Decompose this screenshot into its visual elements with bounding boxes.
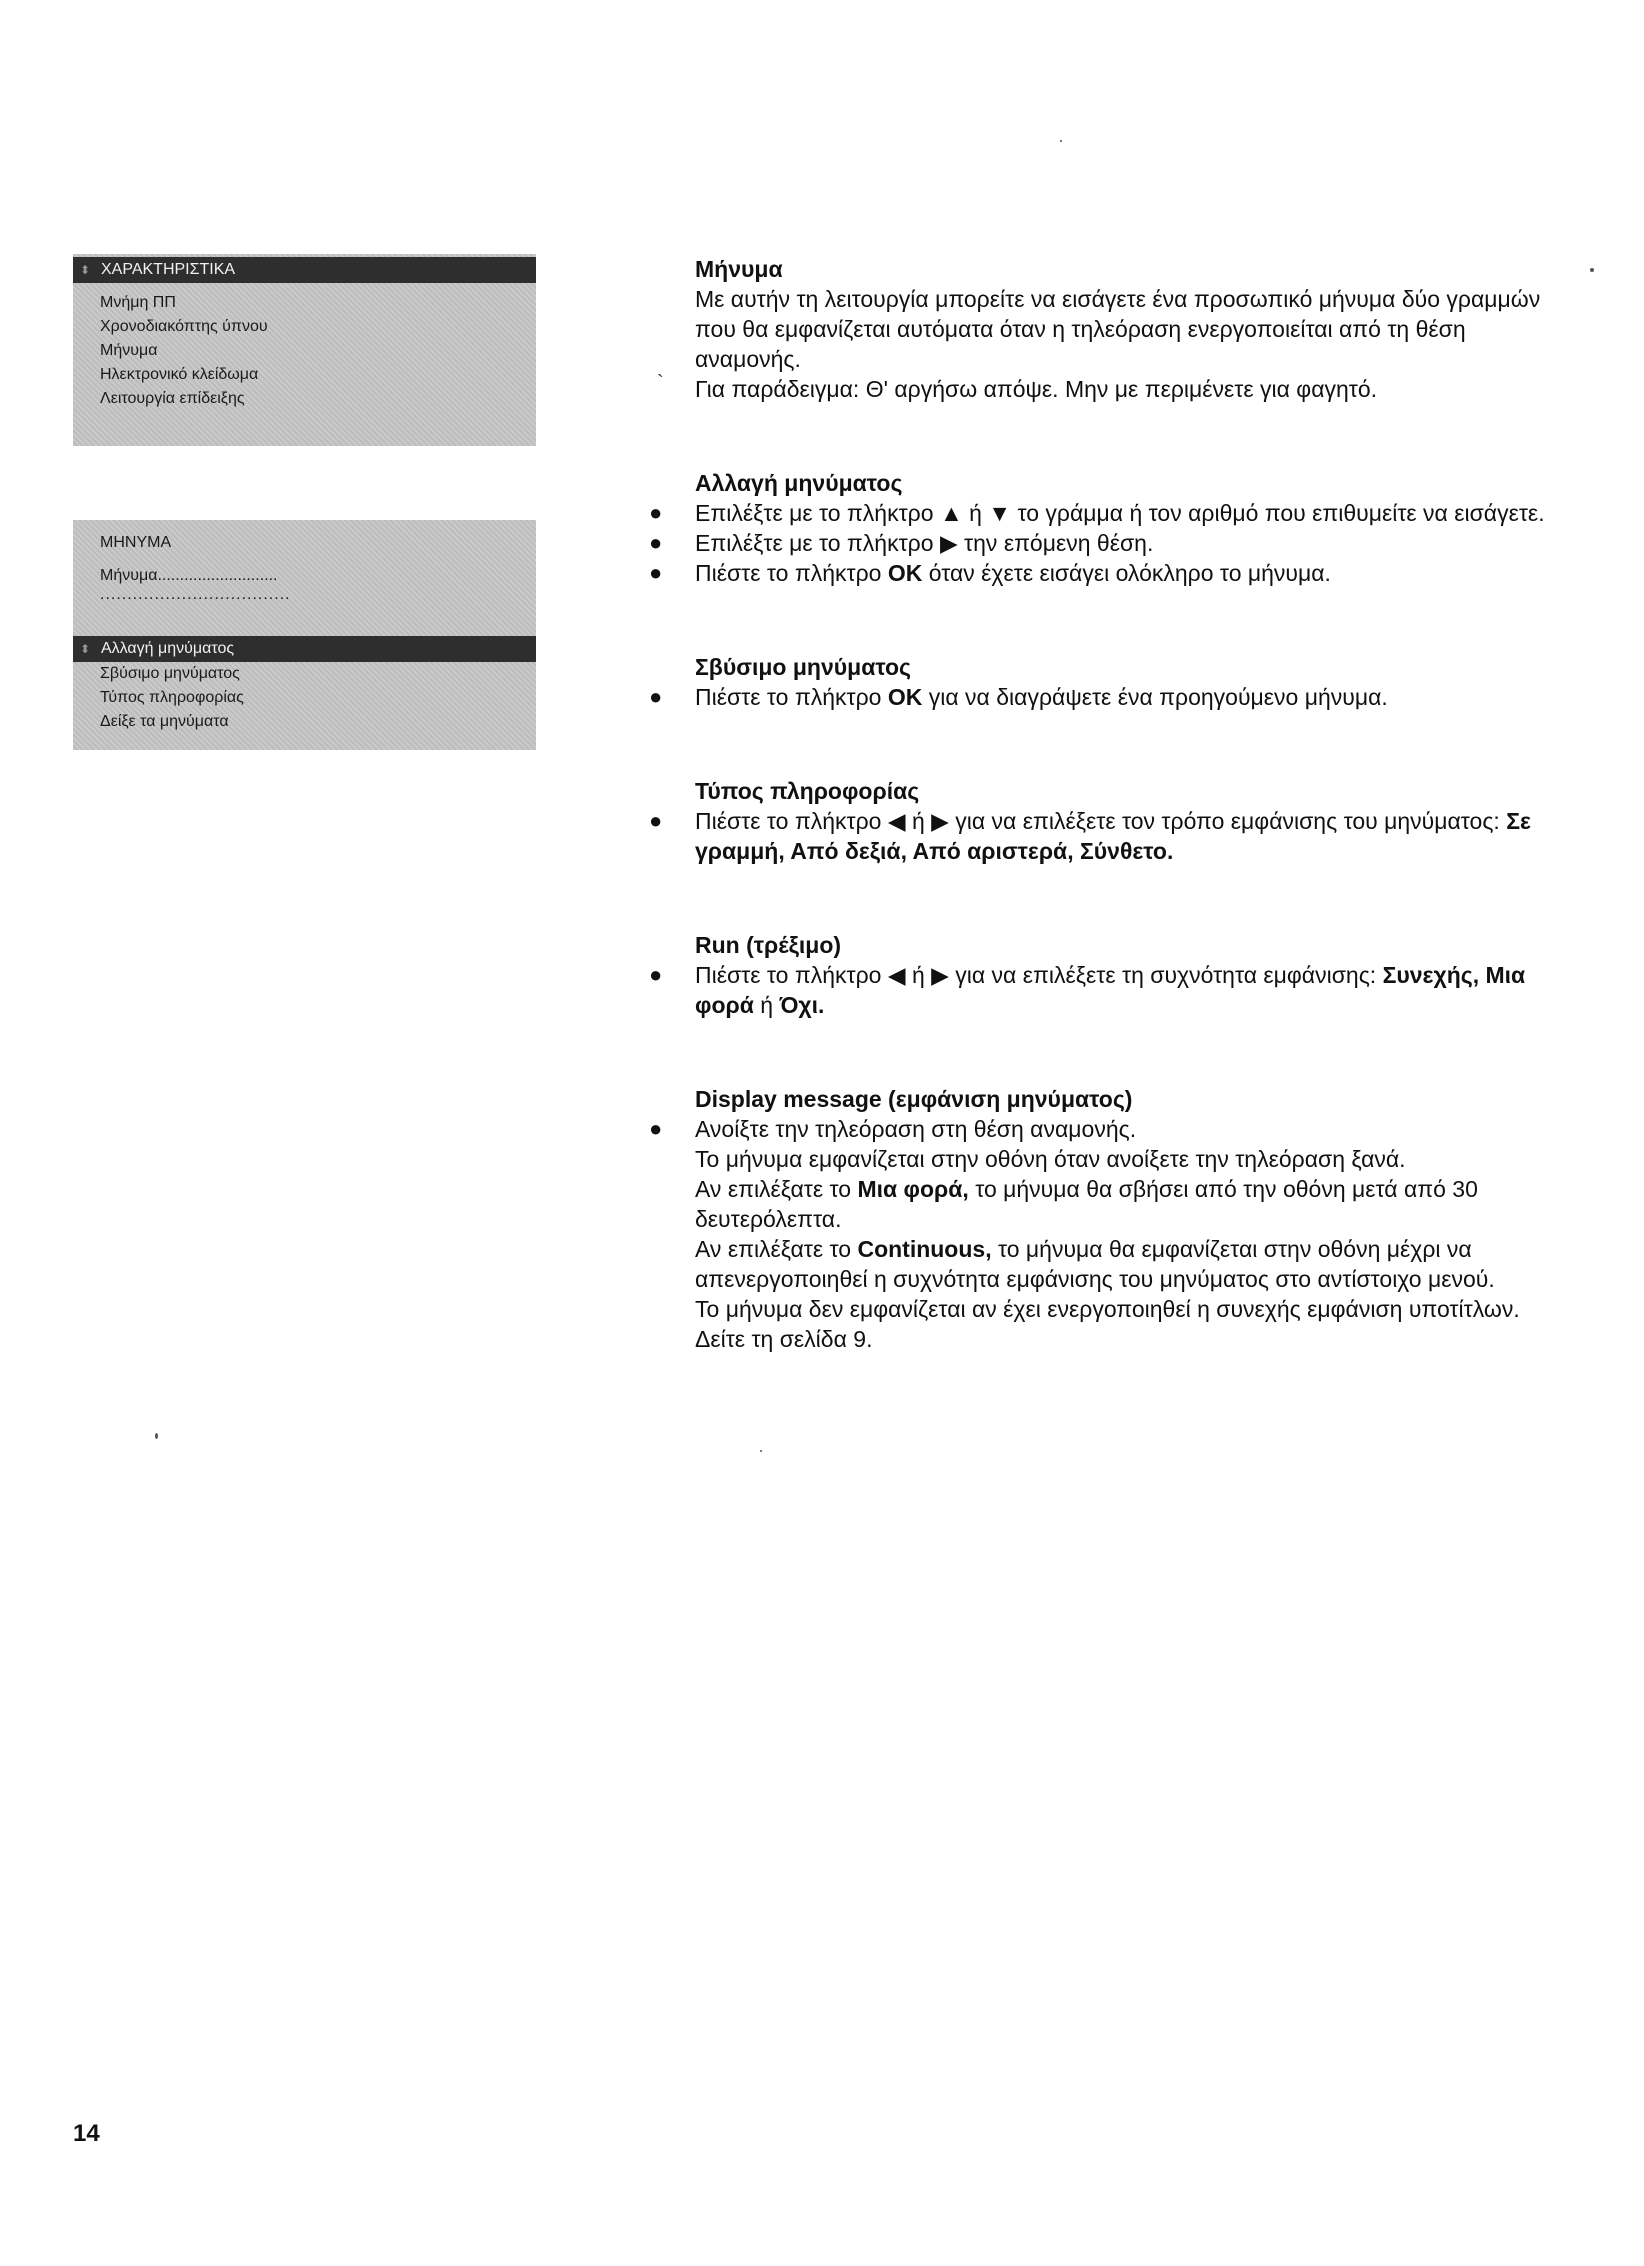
left-arrow-icon: ◀ [887, 808, 906, 834]
tick-mark: ` [657, 372, 664, 394]
section-title: Αλλαγή μηνύματος [695, 470, 903, 496]
paragraph: Αν επιλέξατε το Μια φορά, το μήνυμα θα σβήσει από την οθόνη μετά από 30 δευτερόλεπτα. [695, 1176, 1478, 1232]
bullet-item: ● Πιέστε το πλήκτρο ◀ ή ▶ για να επιλέξετε τη συχνότητα εμφάνισης: Συνεχής, Μια φορά ή Όχι. [649, 962, 1526, 1018]
paragraph: Το μήνυμα εμφανίζεται στην οθόνη όταν ανοίξετε την τηλεόραση ξανά. [695, 1146, 1406, 1172]
menu-item-child-lock[interactable]: Ηλεκτρονικό κλείδωμα [100, 366, 259, 383]
menu-item-message[interactable]: Μήνυμα [100, 342, 158, 359]
message-menu-title: ΜΗΝΥΜΑ [100, 534, 172, 551]
paragraph: Το μήνυμα δεν εμφανίζεται αν έχει ενεργοποιηθεί η συνεχής εμφάνιση υποτίτλων. Δείτε τη σελίδα 9. [695, 1296, 1520, 1352]
bullet-icon: ● [649, 560, 663, 585]
right-arrow-icon: ▶ [939, 530, 958, 556]
menu-item-delete-message[interactable]: Σβύσιμο μηνύματος [100, 665, 240, 682]
bullet-item: ● Ανοίξτε την τηλεόραση στη θέση αναμονής. [649, 1116, 1137, 1142]
scan-speck [155, 1433, 158, 1439]
bullet-item: ● Πιέστε το πλήκτρο OK για να διαγράψετε ένα προηγούμενο μήνυμα. [649, 684, 1388, 710]
section-title: Run (τρέξιμο) [695, 932, 842, 958]
bullet-icon: ● [649, 808, 663, 833]
section-change-message [649, 468, 1565, 588]
bullet-item: ● Πιέστε το πλήκτρο OK όταν έχετε εισάγει ολόκληρο το μήνυμα. [649, 560, 1331, 586]
section-message [657, 254, 1565, 404]
section-info-type [649, 776, 1565, 866]
bullet-item: ● Πιέστε το πλήκτρο ◀ ή ▶ για να επιλέξετε τον τρόπο εμφάνισης του μηνύματος: Σε γραμμή, Από δεξιά, Από αριστερά, Σύνθετο. [649, 808, 1531, 864]
bullet-item: ● Επιλέξτε με το πλήκτρο ▲ ή ▼ το γράμμα ή τον αριθμό που επιθυμείτε να εισάγετε. [649, 500, 1545, 526]
section-delete-message [649, 652, 1565, 712]
features-menu-header[interactable]: ⬍ ΧΑΡΑΚΤΗΡΙΣΤΙΚΑ [73, 257, 536, 283]
scan-speck [1590, 268, 1594, 272]
section-display-message [649, 1084, 1565, 1354]
bullet-icon: ● [649, 962, 663, 987]
bullet-item: ● Επιλέξτε με το πλήκτρο ▶ την επόμενη θέση. [649, 530, 1154, 556]
menu-item-memory[interactable]: Μνήμη ΠΠ [100, 294, 176, 311]
menu-item-info-type[interactable]: Τύπος πληροφορίας [100, 689, 244, 706]
bullet-icon: ● [649, 500, 663, 525]
paragraph: Αν επιλέξατε το Continuous, το μήνυμα θα εμφανίζεται στην οθόνη μέχρι να απενεργοποιηθεί η συχνότητα εμφάνισης του μηνύματος στο αντίστοιχο μενού. [695, 1236, 1495, 1292]
page-number: 14 [73, 2120, 100, 2147]
right-arrow-icon: ▶ [931, 808, 949, 834]
bullet-icon: ● [649, 1116, 663, 1141]
down-arrow-icon: ▼ [988, 500, 1012, 526]
bullet-icon: ● [649, 530, 663, 555]
updown-arrow-icon: ⬍ [80, 642, 91, 656]
manual-content [649, 254, 1565, 1354]
section-title: Τύπος πληροφορίας [695, 778, 920, 804]
left-arrow-icon: ◀ [887, 962, 906, 988]
message-field[interactable]: Μήνυμα........................... [100, 567, 278, 584]
message-field-line2[interactable]: ................................... [100, 586, 291, 603]
menu-item-demo[interactable]: Λειτουργία επίδειξης [100, 390, 245, 407]
section-title: Σβύσιμο μηνύματος [695, 654, 912, 680]
menu-item-sleep-timer[interactable]: Χρονοδιακόπτης ύπνου [100, 318, 268, 335]
section-title: Μήνυμα [695, 256, 783, 282]
features-menu [73, 254, 536, 446]
menu-item-show-messages[interactable]: Δείξε τα μηνύματα [100, 713, 229, 730]
menu-item-change-message[interactable]: ⬍ Αλλαγή μηνύματος [73, 636, 536, 662]
up-arrow-icon: ▲ [939, 500, 963, 526]
scan-speck [1060, 140, 1062, 142]
section-run [649, 930, 1565, 1020]
scan-speck [760, 1450, 762, 1452]
bullet-icon: ● [649, 684, 663, 709]
section-body: Με αυτήν τη λειτουργία μπορείτε να εισάγετε ένα προσωπικό μήνυμα δύο γραμμών που θα εμφανίζεται αυτόματα όταν η τηλεόραση ενεργοποιείται από τη θέση αναμονής. [695, 286, 1541, 372]
example-line: ` Για παράδειγμα: Θ' αργήσω απόψε. Μην με περιμένετε για φαγητό. [695, 374, 1565, 404]
message-menu [73, 520, 536, 750]
updown-arrow-icon: ⬍ [80, 263, 91, 277]
right-arrow-icon: ▶ [931, 962, 949, 988]
section-title: Display message (εμφάνιση μηνύματος) [695, 1086, 1133, 1112]
